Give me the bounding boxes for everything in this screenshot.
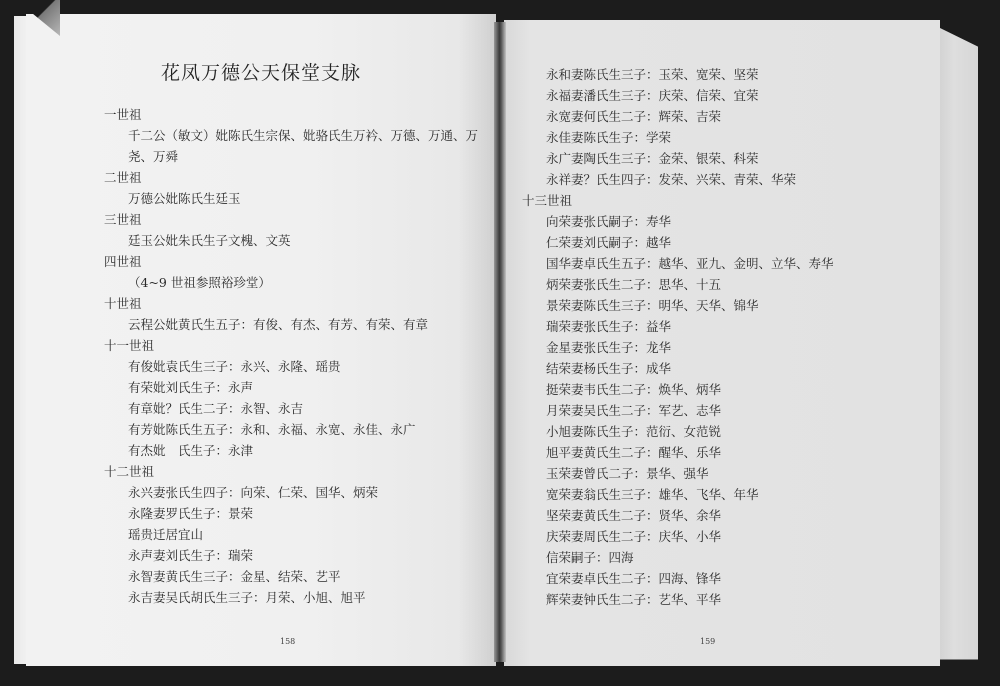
lineage-entry: 宜荣妻卓氏生二子：四海、锋华 bbox=[546, 571, 722, 586]
lineage-entry: 永宽妻何氏生二子：辉荣、吉荣 bbox=[546, 109, 722, 124]
generation-heading: 四世祖 bbox=[104, 254, 142, 269]
lineage-entry: 永智妻黄氏生三子：金星、结荣、艺平 bbox=[128, 569, 341, 584]
lineage-entry: 永兴妻张氏生四子：向荣、仁荣、国华、炳荣 bbox=[128, 485, 379, 500]
right-page-stack-edge bbox=[938, 14, 978, 666]
lineage-entry: 庆荣妻周氏生二子：庆华、小华 bbox=[546, 529, 722, 544]
lineage-entry: 瑶贵迁居宜山 bbox=[128, 527, 204, 542]
page-number-right: 159 bbox=[700, 637, 716, 646]
generation-heading: 三世祖 bbox=[104, 212, 142, 227]
lineage-entry: 有杰妣 氏生子：永津 bbox=[128, 443, 254, 458]
book-gutter bbox=[494, 22, 506, 662]
page-number-left: 158 bbox=[280, 637, 296, 646]
lineage-entry: 仁荣妻刘氏嗣子：越华 bbox=[546, 235, 672, 250]
lineage-entry: 有芳妣陈氏生五子：永和、永福、永宽、永佳、永广 bbox=[128, 422, 416, 437]
lineage-entry: 永声妻刘氏生子：瑞荣 bbox=[128, 548, 254, 563]
generation-heading: 十二世祖 bbox=[104, 464, 155, 479]
lineage-entry: 瑞荣妻张氏生子：益华 bbox=[546, 319, 672, 334]
lineage-entry: 永福妻潘氏生三子：庆荣、信荣、宜荣 bbox=[546, 88, 759, 103]
lineage-entry: 旭平妻黄氏生二子：醒华、乐华 bbox=[546, 445, 722, 460]
generation-heading: 十世祖 bbox=[104, 296, 142, 311]
lineage-entry: 挺荣妻韦氏生二子：焕华、炳华 bbox=[546, 382, 722, 397]
lineage-entry: 有章妣？氏生二子：永智、永吉 bbox=[128, 401, 304, 416]
lineage-entry: 永和妻陈氏生三子：玉荣、宽荣、坚荣 bbox=[546, 67, 759, 82]
lineage-entry: 万德公妣陈氏生廷玉 bbox=[128, 191, 241, 206]
lineage-entry: 有荣妣刘氏生子：永声 bbox=[128, 380, 254, 395]
lineage-entry: 玉荣妻曾氏二子：景华、强华 bbox=[546, 466, 709, 481]
left-page-text bbox=[104, 104, 484, 608]
generation-heading: 十一世祖 bbox=[104, 338, 155, 353]
lineage-entry: 国华妻卓氏生五子：越华、亚九、金明、立华、寿华 bbox=[546, 256, 834, 271]
lineage-entry: 永佳妻陈氏生子：学荣 bbox=[546, 130, 672, 145]
generation-heading: 一世祖 bbox=[104, 107, 142, 122]
generation-heading: 二世祖 bbox=[104, 170, 142, 185]
page-title: 花凤万德公天保堂支脉 bbox=[160, 62, 361, 84]
lineage-entry: 月荣妻吴氏生二子：军艺、志华 bbox=[546, 403, 722, 418]
lineage-entry: 辉荣妻钟氏生二子：艺华、平华 bbox=[546, 592, 722, 607]
lineage-entry: 结荣妻杨氏生子：成华 bbox=[546, 361, 672, 376]
lineage-entry: 信荣嗣子：四海 bbox=[546, 550, 634, 565]
lineage-entry: 千二公（敏文）妣陈氏生宗保、妣骆氏生万衿、万德、万通、万尧、万舜 bbox=[128, 128, 479, 164]
lineage-entry: 廷玉公妣朱氏生子文槐、文英 bbox=[128, 233, 291, 248]
lineage-entry: 永祥妻？氏生四子：发荣、兴荣、青荣、华荣 bbox=[546, 172, 797, 187]
generation-heading: 十三世祖 bbox=[522, 193, 573, 208]
lineage-entry: 景荣妻陈氏生三子：明华、天华、锦华 bbox=[546, 298, 759, 313]
lineage-entry: 炳荣妻张氏生二子：思华、十五 bbox=[546, 277, 722, 292]
lineage-entry: 向荣妻张氏嗣子：寿华 bbox=[546, 214, 672, 229]
lineage-entry: 云程公妣黄氏生五子：有俊、有杰、有芳、有荣、有章 bbox=[128, 317, 429, 332]
lineage-entry: 永广妻陶氏生三子：金荣、银荣、科荣 bbox=[546, 151, 759, 166]
lineage-entry: 永隆妻罗氏生子：景荣 bbox=[128, 506, 254, 521]
lineage-entry: 有俊妣袁氏生三子：永兴、永隆、瑶贵 bbox=[128, 359, 341, 374]
lineage-entry: 坚荣妻黄氏生二子：贤华、余华 bbox=[546, 508, 722, 523]
lineage-entry: 宽荣妻翁氏生三子：雄华、飞华、年华 bbox=[546, 487, 759, 502]
lineage-entry: 永吉妻吴氏胡氏生三子：月荣、小旭、旭平 bbox=[128, 590, 366, 605]
lineage-entry: 金星妻张氏生子：龙华 bbox=[546, 340, 672, 355]
lineage-entry: 小旭妻陈氏生子：范衍、女范锐 bbox=[546, 424, 722, 439]
lineage-entry: （4~9 世祖参照裕珍堂） bbox=[128, 275, 271, 290]
right-page-text bbox=[522, 64, 922, 610]
